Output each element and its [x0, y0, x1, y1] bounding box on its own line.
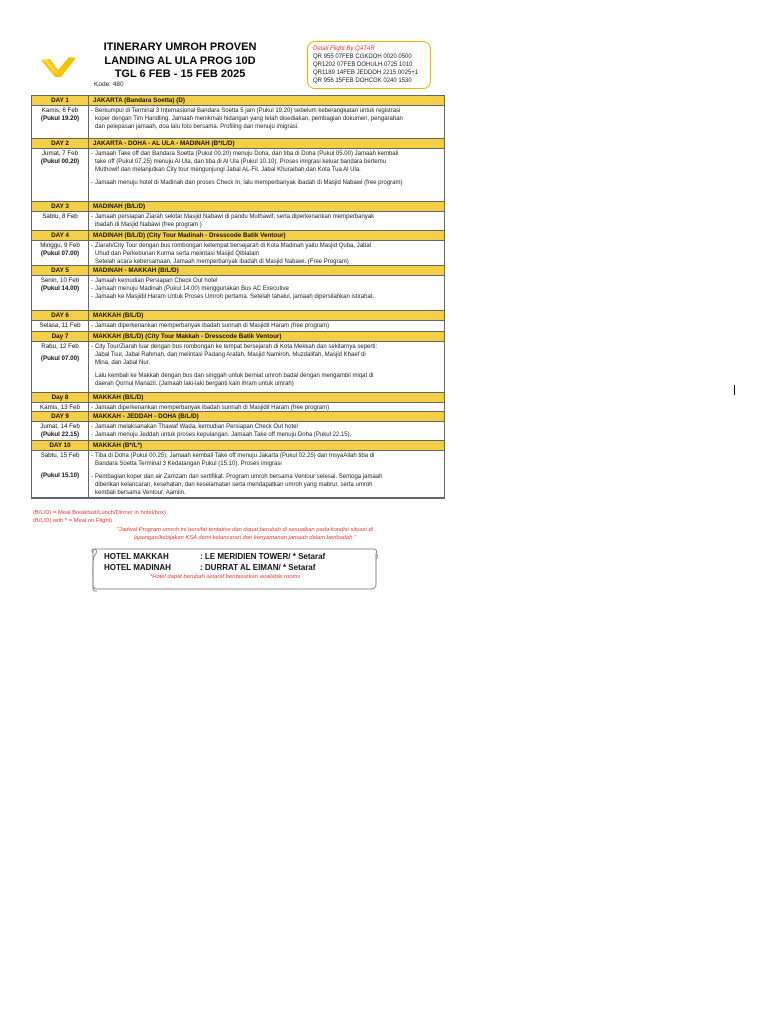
itinerary-table	[31, 95, 445, 499]
day-header-row	[32, 393, 444, 403]
day-description	[89, 106, 444, 138]
day-date-cell	[32, 342, 89, 392]
day-title: MAKKAH (B*/L*)	[89, 441, 444, 450]
day-title: MADINAH (B/L/D)	[89, 202, 444, 211]
flight-line: QR 955 07FEB CGKDOH 0020 0500	[313, 54, 412, 60]
day-description	[89, 321, 444, 331]
day-label: DAY 3	[32, 202, 89, 211]
day-time: (Pukul 15.10)	[40, 472, 80, 479]
day-label: DAY 1	[32, 96, 89, 105]
day-body-row	[32, 451, 444, 498]
day-time: (Pukul 07.00)	[40, 250, 80, 257]
hotel-row-madinah: HOTEL MADINAH : DURRAT AL EIMAN/ * Setaraf	[104, 562, 316, 572]
legend-line: (B/L/D) = Meal Breakfast/Lunch/Dinner in hotel/box)	[33, 510, 166, 516]
flight-line: QR1189 14FEB JEDDOH 2215 0025+1	[313, 70, 419, 76]
description-line: - Jamaah kemudian Persiapan Check Out hotel	[89, 277, 440, 285]
day-time: (Pukul 00.20)	[40, 158, 80, 165]
day-date-cell	[32, 451, 89, 497]
text-cursor	[734, 385, 735, 395]
description-line: Mina, dan Jabal Nur.	[95, 360, 151, 366]
day-date: Jumat, 7 Feb	[41, 150, 79, 157]
day-label: DAY 5	[32, 266, 89, 275]
description-line: Jabal Tsur, Jabal Rahmah, dan melintasi Padang Arafah, Masjid Namiroh, Muzdalifah, Masjid Khaef di	[95, 352, 366, 358]
day-header-row	[32, 266, 444, 276]
day-date-cell	[32, 276, 89, 310]
day-header-row	[32, 231, 444, 241]
day-description	[89, 422, 444, 440]
day-header-row	[32, 441, 444, 451]
description-line: - Jamaah diperkenankan memperbanyak ibadah sunnah di Masjidil Haram (free program)	[89, 404, 440, 412]
description-line: take off (Pukul 07.25) menuju Al Ula, dan tiba di Al Ula (Pukul 10.10). Proses imigrasi keluar bandara bertemu	[95, 159, 387, 165]
day-label: DAY 9	[32, 412, 89, 421]
day-label: DAY 2	[32, 139, 89, 148]
day-body-row	[32, 276, 444, 311]
description-line: - Berkumpul di Terminal 3 Internasional Bandara Soetta 5 jam (Pukul 19.20) sebelum keberangkatan untuk registrasi	[89, 107, 440, 115]
day-body-row	[32, 403, 444, 412]
day-label: DAY 6	[32, 311, 89, 320]
description-line: dan pelepasan jamaah, doa lalu foto bersama. Profiling dan menuju imigrasi.	[95, 124, 299, 130]
description-line: - Tiba di Doha (Pukul 00.25). Jamaah kembali Take off menuju Jakarta (Pukul 02.25) dan InsyaAllah tiba di	[89, 452, 440, 460]
description-line: - Jamaah persiapan Ziarah sekitar Masjid Nabawi di pandu Muthawif, serta diperkenankan memperbanyak	[89, 213, 440, 221]
description-line: - Jamaah ke Masjidil Haram Untuk Proses Umroh pertama. Setelah tahalul, jamaah dipersilahkan istirahat.	[89, 293, 440, 301]
day-body-row	[32, 149, 444, 202]
day-time: (Pukul 22.15)	[40, 431, 80, 438]
day-label: Day 7	[32, 332, 89, 341]
day-title: JAKARTA (Bandara Soetta) (D)	[89, 96, 444, 105]
hotel-row-makkah: HOTEL MAKKAH : LE MERIDIEN TOWER/ * Setaraf	[104, 552, 326, 561]
description-line: - Jamaah menuju Madinah (Pukul 14.00) menggunakan Bus AC Executive	[89, 285, 440, 293]
description-line: - Jamaah diperkenankan memperbanyak ibadah sunnah di Masjidil Haram (free program)	[89, 322, 440, 330]
day-date: Sabtu, 15 Feb	[40, 452, 80, 459]
day-body-row	[32, 422, 444, 441]
brand-logo-icon	[38, 54, 78, 84]
day-header-row	[32, 96, 444, 106]
meal-legend	[33, 510, 166, 525]
flight-heading: Detail Flight By QATAR	[313, 46, 375, 52]
day-label: Day 8	[32, 393, 89, 402]
day-body-row	[32, 106, 444, 139]
day-label: DAY 10	[32, 441, 89, 450]
day-date-cell	[32, 403, 89, 411]
description-line: Bandara Soetta Terminal 3 Kedatangan Pukul (15.10). Proses imigrasi	[95, 461, 282, 467]
day-header-row	[32, 139, 444, 149]
day-date: Senin, 10 Feb	[40, 277, 80, 284]
description-line: daerah Qornul Manazil. (Jamaah laki-laki berganti kain ihram untuk umrah)	[95, 381, 294, 387]
day-header-row	[32, 311, 444, 321]
description-line: - Jamaah melaksanakan Thawaf Wada, kemudian Persiapan Check Out hotel	[89, 423, 440, 431]
description-line: - Jamaah Take off dari Bandara Soetta (Pukul 00.20) menuju Doha, dan tiba di Doha (Pukul 05.00) Jamaah kembali	[89, 150, 440, 158]
day-description	[89, 149, 444, 201]
description-line: - City Tour/Ziarah luar dengan bus rombongan ke tempat bersejarah di Kota Mekkah dan sekitarnya seperti:	[89, 343, 440, 351]
title-line: ITINERARY UMROH PROVEN	[103, 41, 257, 53]
day-title: MAKKAH - JEDDAH - DOHA (B/L/D)	[89, 412, 444, 421]
description-line: Setelah acara kebersamaan, Jamaah memperbanyak ibadah di Masjid Nabawi. (Free Program)	[95, 259, 349, 265]
day-date-cell	[32, 149, 89, 201]
day-time: (Pukul 14.00)	[40, 285, 80, 292]
day-title: MAKKAH (B/L/D) (City Tour Makkah - Dresscode Batik Ventour)	[89, 332, 444, 341]
day-header-row	[32, 412, 444, 422]
day-date: Sabtu, 8 Feb	[42, 213, 78, 220]
legend-line: (B/L/D) with * = Meal on Flight)	[33, 517, 113, 524]
description-line: diberikan kelancaran, kesehatan, dan keselamatan serta mendapatkan umroh yang mabrur, serta umroh	[95, 482, 373, 488]
day-date-cell	[32, 321, 89, 331]
day-description	[89, 276, 444, 310]
day-date: Minggu, 9 Feb	[40, 242, 80, 249]
day-title: MADINAH - MAKKAH (B/L/D)	[89, 266, 444, 275]
note-line: "Jadwal Program umroh ini bersifat tentative dan dapat berubah di sesuaikan pada kondisi situasi di	[117, 527, 373, 533]
day-date-cell	[32, 241, 89, 265]
day-label: DAY 4	[32, 231, 89, 240]
day-title: MAKKAH (B/L/D)	[89, 393, 444, 402]
schedule-note	[100, 527, 390, 542]
day-date: Kamis, 13 Feb	[40, 404, 80, 411]
kode-label: Kode: 480	[94, 81, 124, 88]
flight-details-box	[307, 41, 431, 89]
day-header-row	[32, 332, 444, 342]
day-date: Rabu, 12 Feb	[41, 343, 79, 350]
day-description	[89, 212, 444, 230]
day-description	[89, 451, 444, 497]
description-line: Lalu kembali ke Makkah dengan bus dan singgah untuk berniat umroh badal dengan mengambil miqat di	[95, 373, 374, 379]
day-description	[89, 241, 444, 265]
description-line: - Ziarah/City Tour dengan bus rombongan ketempat bersejarah di Kota Madinah yaitu Masjid Quba, Jabal	[89, 242, 440, 250]
day-title: JAKARTA - DOHA - AL ULA - MADINAH (B*/L/D)	[89, 139, 444, 148]
day-description	[89, 342, 444, 392]
day-date: Selasa, 11 Feb	[39, 322, 81, 329]
day-date: Kamis, 6 Feb	[41, 107, 79, 114]
flight-line: QR1202 07FEB DOHULH 0725 1010	[313, 62, 413, 68]
note-line: lapangan/kebijakan KSA demi kelancaran dan kenyamanan jamaah dalam beribadah."	[133, 534, 357, 541]
hotel-note: *Hotel dapat berubah setaraf berdasarkan available rooms	[150, 574, 301, 580]
description-line: kembali bersama Ventour, Aamiin.	[95, 490, 186, 496]
flight-line: QR 956 15FEB DOHCGK 0240 1530	[313, 78, 412, 84]
day-date: Jumat, 14 Feb	[40, 423, 80, 430]
day-date-cell	[32, 422, 89, 440]
day-description	[89, 403, 444, 411]
day-time: (Pukul 19.20)	[40, 115, 80, 122]
description-line: Muthowif dan melanjutkan City tour mengunjungi Jabal AL-Fil, Jabal Khuraibah,dan Kota Tua Al Ula.	[95, 167, 361, 173]
description-line: - Jamaah menuju hotel di Madinah dan proses Check In, lalu memperbanyak ibadah di Masjid Nabawi (free program)	[89, 179, 440, 187]
day-body-row	[32, 241, 444, 266]
title-line: LANDING AL ULA PROG 10D	[104, 54, 256, 67]
description-line: ibadah di Masjid Nabawi (free program )	[95, 222, 202, 228]
day-body-row	[32, 342, 444, 393]
day-title: MADINAH (B/L/D) (City Tour Madinah - Dresscode Batik Ventour)	[89, 231, 444, 240]
day-date-cell	[32, 106, 89, 138]
description-line: - Pembagian koper dan air Zamzam dan sertifikat. Program umroh bersama Ventour selesai. Semoga jamaah	[89, 473, 440, 481]
itinerary-title	[92, 41, 268, 82]
day-date-cell	[32, 212, 89, 230]
title-line: TGL 6 FEB - 15 FEB 2025	[114, 68, 246, 80]
hotel-info	[104, 552, 325, 573]
day-header-row	[32, 202, 444, 212]
description-line: koper dengan Tim Handling. Jamaah menikmati hidangan yang telah disediakan, pembagian dokumen, pengarahan	[95, 116, 403, 122]
description-line: - Jamaah menuju Jeddah untuk proses kepulangan. Jamaah Take off menuju Doha (Pukul 22.15).	[89, 431, 440, 439]
description-line: Uhud dan Perkebunan Kurma serta melintasi Masjid Qiblatain	[95, 251, 260, 257]
day-title: MAKKAH (B/L/D)	[89, 311, 444, 320]
day-time: (Pukul 07.00)	[40, 355, 80, 362]
day-body-row	[32, 212, 444, 231]
day-body-row	[32, 321, 444, 332]
